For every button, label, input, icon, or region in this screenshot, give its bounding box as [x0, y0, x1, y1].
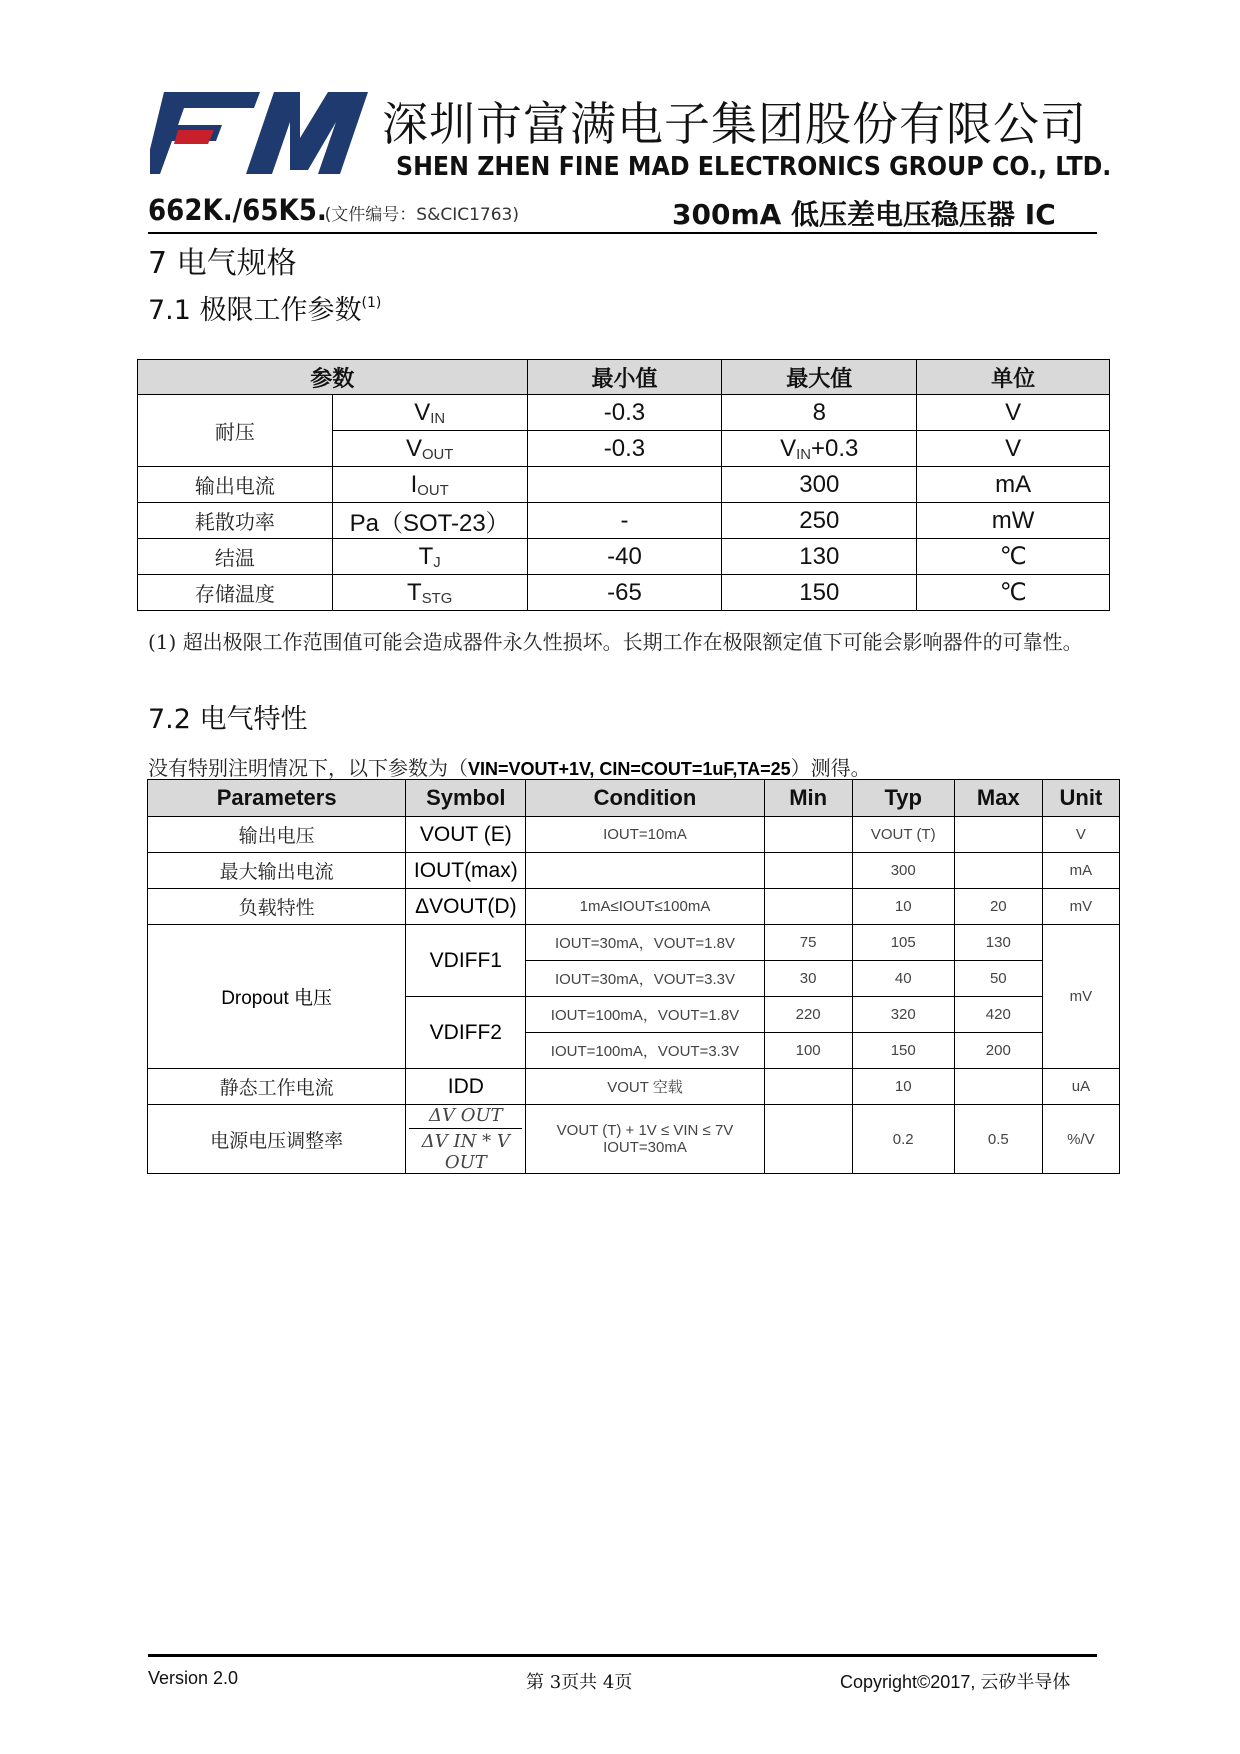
- typ-cell: 300: [852, 853, 954, 889]
- param-cell: 静态工作电流: [148, 1069, 406, 1105]
- subsection-title-abs-max: [148, 288, 381, 327]
- max-cell: 150: [722, 575, 917, 611]
- table-row: [148, 925, 1120, 961]
- unit-cell: mV: [1042, 889, 1119, 925]
- symbol-cell: IDD: [406, 1069, 526, 1105]
- max-cell: [954, 1069, 1042, 1105]
- symbol-cell: $I_{OUT}$: [332, 467, 527, 503]
- typ-cell: 105: [852, 925, 954, 961]
- max-cell: 20: [954, 889, 1042, 925]
- min-cell: [764, 1069, 852, 1105]
- condition-line-1: VOUT (T) + 1V ≤ VIN ≤ 7V: [556, 1122, 734, 1139]
- min-cell: [764, 853, 852, 889]
- product-title: 300mA 低压差电压稳压器 IC: [672, 198, 1056, 231]
- max-cell: 250: [722, 503, 917, 539]
- intro-prefix: 没有特别注明情况下，以下参数为（: [148, 756, 468, 780]
- typ-cell: 10: [852, 889, 954, 925]
- subsection-title-elec: 7.2 电气特性: [148, 704, 308, 735]
- param-cell: 耗散功率: [138, 503, 333, 539]
- doc-id: [148, 193, 519, 227]
- unit-cell: uA: [1042, 1069, 1119, 1105]
- condition-cell: IOUT=100mA，VOUT=1.8V: [526, 997, 764, 1033]
- max-cell: $V_{IN}+0.3$: [722, 431, 917, 467]
- intro-conditions: VIN=VOUT+1V, CIN=COUT=1uF,TA=25: [468, 759, 791, 779]
- symbol-cell: VDIFF2: [406, 997, 526, 1069]
- param-cell: 输出电压: [148, 817, 406, 853]
- col-header-max: 最大值: [722, 360, 917, 395]
- col-header-min: Min: [764, 780, 852, 817]
- fraction-denominator: ΔV IN * V OUT: [421, 1131, 510, 1173]
- part-number: 662K./65K5.: [148, 193, 327, 227]
- test-conditions: [148, 752, 871, 781]
- max-cell: 50: [954, 961, 1042, 997]
- min-cell: [764, 1105, 852, 1174]
- doc-number: (文件编号：S&CIC1763): [324, 205, 519, 225]
- condition-cell: IOUT=30mA，VOUT=3.3V: [526, 961, 764, 997]
- typ-cell: 150: [852, 1033, 954, 1069]
- col-header-unit: Unit: [1042, 780, 1119, 817]
- min-cell: 100: [764, 1033, 852, 1069]
- section-title: 7 电气规格: [148, 246, 297, 281]
- param-cell: Dropout 电压: [148, 925, 406, 1069]
- min-cell: -: [527, 503, 722, 539]
- unit-cell: V: [917, 431, 1110, 467]
- symbol-cell: $V_{IN}$: [332, 395, 527, 431]
- symbol-cell: IOUT(max): [406, 853, 526, 889]
- table-row: [148, 889, 1120, 925]
- table-row: [138, 575, 1110, 611]
- footnote: (1) 超出极限工作范围值可能会造成器件永久性损坏。长期工作在极限额定值下可能会影响器件的可靠性。: [148, 630, 1083, 654]
- unit-cell: ℃: [917, 575, 1110, 611]
- max-cell: [954, 853, 1042, 889]
- company-name-cn: 深圳市富满电子集团股份有限公司: [382, 97, 1087, 151]
- company-logo: [150, 92, 368, 174]
- col-header-symbol: Symbol: [406, 780, 526, 817]
- unit-cell: mV: [1042, 925, 1119, 1069]
- footer-page-number: 第 3页共 4页: [526, 1672, 633, 1693]
- max-cell: 0.5: [954, 1105, 1042, 1174]
- param-cell: 输出电流: [138, 467, 333, 503]
- min-cell: 220: [764, 997, 852, 1033]
- col-header-min: 最小值: [527, 360, 722, 395]
- symbol-cell: Pa（SOT-23）: [332, 503, 527, 539]
- unit-cell: mW: [917, 503, 1110, 539]
- param-cell: 最大输出电流: [148, 853, 406, 889]
- max-cell: 300: [722, 467, 917, 503]
- typ-cell: 0.2: [852, 1105, 954, 1174]
- typ-cell: VOUT (T): [852, 817, 954, 853]
- subsection-label: 7.1 极限工作参数: [148, 295, 362, 326]
- col-header-unit: 单位: [917, 360, 1110, 395]
- table-row: [148, 817, 1120, 853]
- max-cell: 130: [722, 539, 917, 575]
- condition-cell: IOUT=30mA，VOUT=1.8V: [526, 925, 764, 961]
- symbol-cell: VOUT (E): [406, 817, 526, 853]
- condition-cell: [526, 853, 764, 889]
- min-cell: [764, 889, 852, 925]
- symbol-cell: $T_J$: [332, 539, 527, 575]
- unit-cell: %/V: [1042, 1105, 1119, 1174]
- max-cell: 8: [722, 395, 917, 431]
- intro-suffix: ）测得。: [790, 756, 871, 780]
- elec-char-table: [147, 779, 1120, 1174]
- col-header-param: 参数: [138, 360, 528, 395]
- company-name-en: SHEN ZHEN FINE MAD ELECTRONICS GROUP CO., LTD.: [396, 152, 1112, 182]
- footer-divider: [148, 1654, 1097, 1657]
- min-cell: -0.3: [527, 431, 722, 467]
- unit-cell: mA: [1042, 853, 1119, 889]
- min-cell: -0.3: [527, 395, 722, 431]
- fraction-numerator: ΔV OUT: [409, 1105, 522, 1129]
- min-cell: 30: [764, 961, 852, 997]
- max-cell: 200: [954, 1033, 1042, 1069]
- symbol-cell: VDIFF1: [406, 925, 526, 997]
- col-header-condition: Condition: [526, 780, 764, 817]
- footer-copyright: Copyright©2017, 云矽半导体: [840, 1672, 1071, 1692]
- condition-cell: VOUT 空载: [526, 1069, 764, 1105]
- condition-line-2: IOUT=30mA: [603, 1139, 687, 1156]
- footer-version: Version 2.0: [148, 1668, 239, 1688]
- table-row: [138, 539, 1110, 575]
- col-header-max: Max: [954, 780, 1042, 817]
- footnote-ref: (1): [361, 295, 382, 311]
- condition-cell: IOUT=100mA，VOUT=3.3V: [526, 1033, 764, 1069]
- table-header-row: [148, 780, 1120, 817]
- max-cell: [954, 817, 1042, 853]
- symbol-fraction-cell: [406, 1105, 526, 1174]
- min-cell: 75: [764, 925, 852, 961]
- unit-cell: V: [1042, 817, 1119, 853]
- col-header-typ: Typ: [852, 780, 954, 817]
- min-cell: [527, 467, 722, 503]
- max-cell: 420: [954, 997, 1042, 1033]
- unit-cell: V: [917, 395, 1110, 431]
- col-header-parameters: Parameters: [148, 780, 406, 817]
- symbol-cell: $V_{OUT}$: [332, 431, 527, 467]
- typ-cell: 320: [852, 997, 954, 1033]
- table-row: [148, 1105, 1120, 1174]
- param-cell: 结温: [138, 539, 333, 575]
- typ-cell: 10: [852, 1069, 954, 1105]
- min-cell: [764, 817, 852, 853]
- param-cell: 负载特性: [148, 889, 406, 925]
- table-row: [138, 467, 1110, 503]
- condition-cell: IOUT=10mA: [526, 817, 764, 853]
- min-cell: -40: [527, 539, 722, 575]
- unit-cell: mA: [917, 467, 1110, 503]
- param-cell: 电源电压调整率: [148, 1105, 406, 1174]
- param-cell: 耐压: [138, 395, 333, 467]
- table-row: [148, 1069, 1120, 1105]
- table-row: [138, 395, 1110, 431]
- condition-cell: 1mA≤IOUT≤100mA: [526, 889, 764, 925]
- table-row: [148, 853, 1120, 889]
- table-row: [138, 503, 1110, 539]
- header-divider: [148, 232, 1097, 234]
- typ-cell: 40: [852, 961, 954, 997]
- param-cell: 存储温度: [138, 575, 333, 611]
- symbol-cell: $T_{STG}$: [332, 575, 527, 611]
- min-cell: -65: [527, 575, 722, 611]
- table-header-row: [138, 360, 1110, 395]
- abs-max-table: [137, 359, 1110, 611]
- condition-cell: [526, 1105, 764, 1174]
- unit-cell: ℃: [917, 539, 1110, 575]
- max-cell: 130: [954, 925, 1042, 961]
- symbol-cell: ΔVOUT(D): [406, 889, 526, 925]
